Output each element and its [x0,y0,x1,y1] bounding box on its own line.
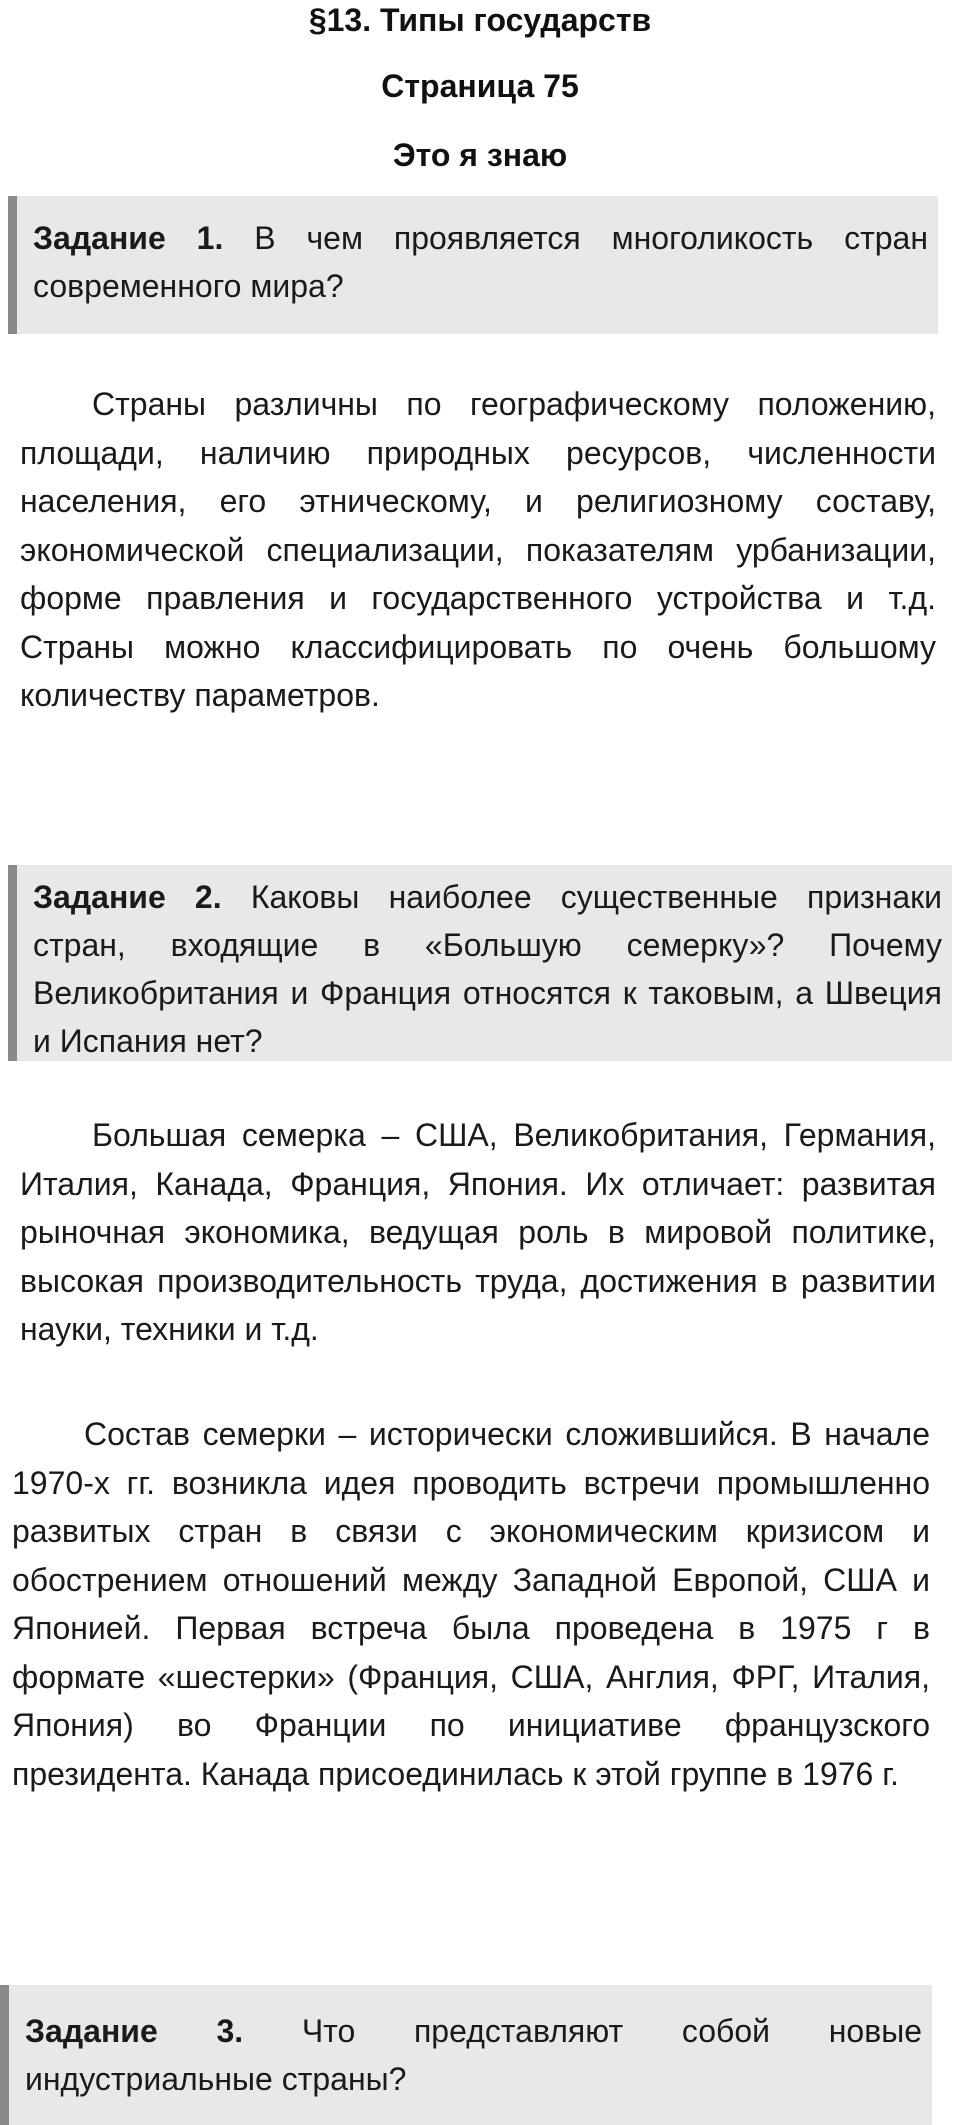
task-2-question: Каковы наиболее существенные признаки стран, входящие в «Большую семерку»? Почему Великобритания и Франция относятся к таковым, а Швеция и Испания нет? [33,879,943,1059]
task-3-box [0,1985,932,2125]
task-1-box [8,196,938,334]
page-label: Страница 75 [381,68,579,104]
task-3-label: Задание 3. [25,2013,244,2049]
task-1-question: В чем проявляется многоликость стран современного мира? [33,220,929,304]
task-2-label: Задание 2. [33,879,222,915]
subtitle: Это я знаю [392,137,568,173]
task-3-question: Что представляют собой новые индустриальные страны? [25,2013,922,2097]
task-1-label: Задание 1. [33,220,224,256]
task-2-answer-paragraph-2: Состав семерки – исторически сложившийся. В начале 1970-х гг. возникла идея проводить встречи промышленно развитых стран в связи с экономическим кризисом и обострением отношений между Западной Европой, США и Японией. Первая встреча была проведена в 1975 г в формате «шестерки» (Франция, США, Англия, ФРГ, Италия, Япония) во Франции по инициативе французского президента. Канада присоединилась к этой группе в 1976 г. [12,1416,930,1792]
section-title: §13. Типы государств [308,2,652,38]
task-1-answer: Страны различны по географическому положению, площади, наличию природных ресурсов, численности населения, его этническому, и религиозному составу, экономической специализации, показателям урбанизации, форме правления и государственного устройства и т.д. Страны можно классифицировать по очень большому количеству параметров. [20,386,936,713]
task-2-answer-paragraph-1: Большая семерка – США, Великобритания, Германия, Италия, Канада, Франция, Япония. Их отличает: развитая рыночная экономика, ведущая роль в мировой политике, высокая производительность труда, достижения в развитии науки, техники и т.д. [20,1117,936,1347]
task-2-box [8,865,952,1061]
